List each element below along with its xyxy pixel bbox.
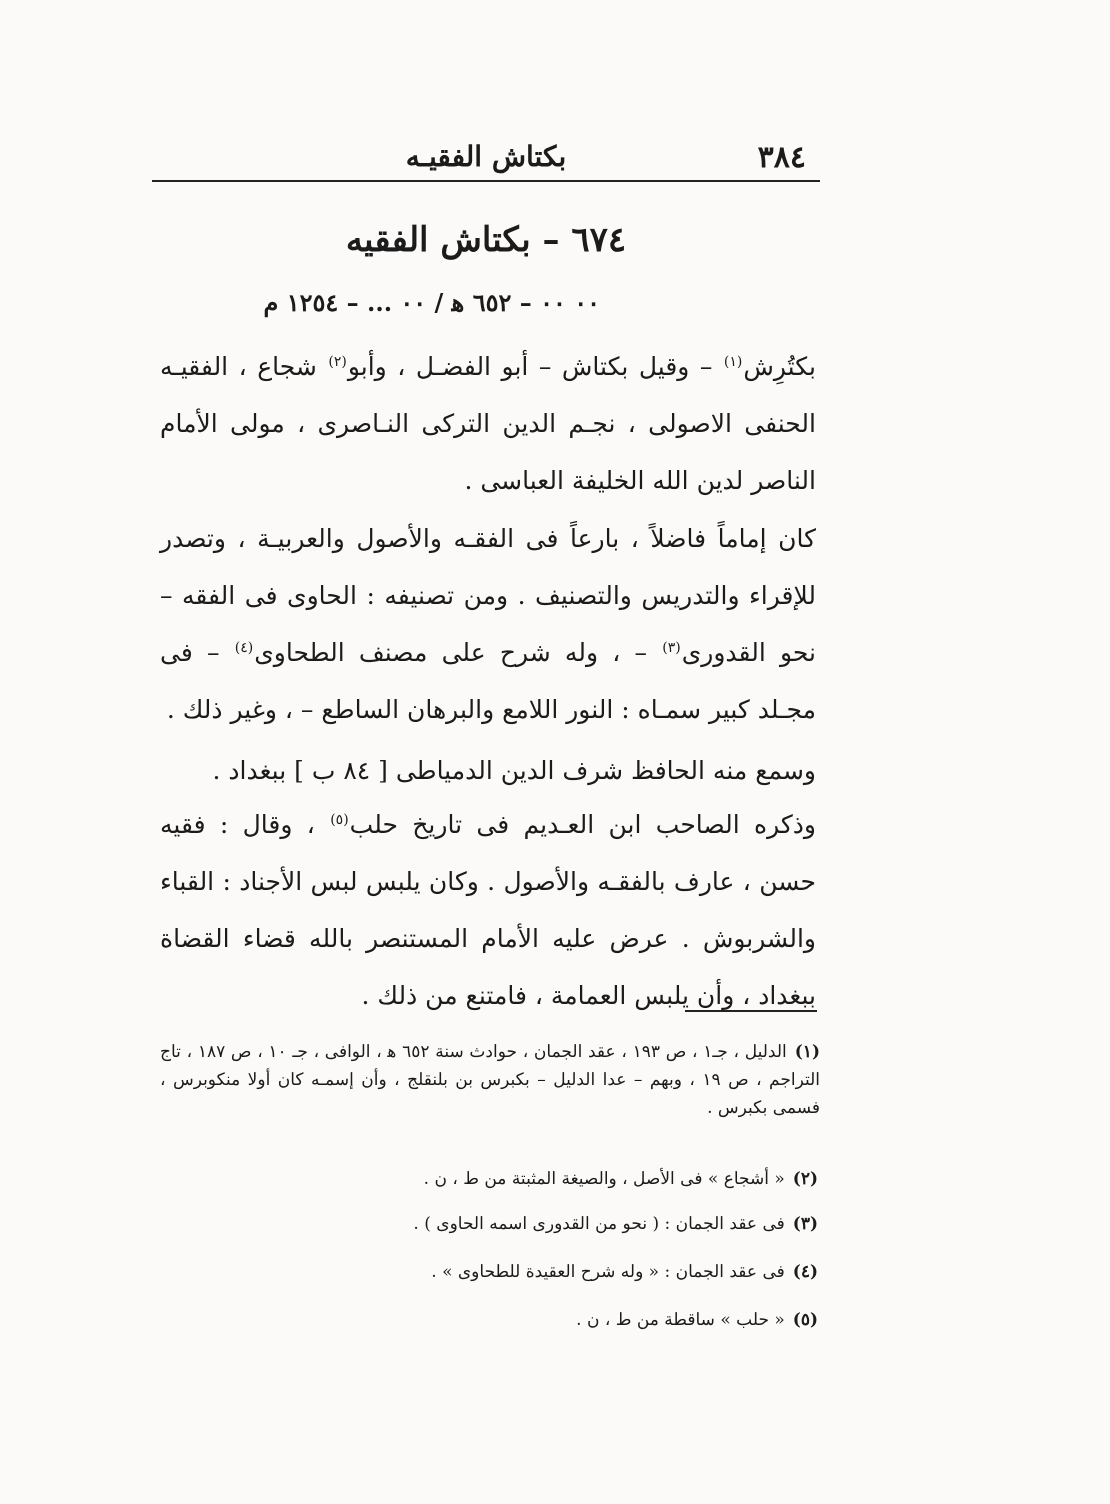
entry-name: بكتُرِش	[743, 352, 816, 381]
footnote-number: (٤)	[792, 1262, 818, 1282]
paragraph-4: وذكره الصاحب ابن العـديم فى تاريخ حلب$^{(٥)}$ ، وقال : فقيه حسن ، عارف بالفقـه والأصول . وكان يلبس لبس الأجناد : القباء والشربوش . عرض عليه الأمام المستنصر بالله قضاء القضاة ببغداد ، وأن يلبس العمامة ، فامتنع من ذلك .	[160, 810, 816, 1010]
footnote-5: (٥)« حلب » ساقطة من ط ، ن .	[576, 1310, 818, 1330]
footnote-ref-3[interactable]: (٣)	[662, 639, 681, 656]
footnote-rule	[685, 1010, 817, 1012]
footnote-number: (٥)	[792, 1310, 818, 1330]
footnote-ref-1[interactable]: (١)	[723, 353, 743, 370]
footnote-ref-5[interactable]: (٥)	[330, 811, 349, 828]
footnote-2: (٢)« أشجاع » فى الأصل ، والصيغة المثبتة من ط ، ن .	[423, 1169, 818, 1189]
footnote-number: (٢)	[792, 1169, 818, 1189]
footnote-ref-4[interactable]: (٤)	[234, 639, 254, 656]
paragraph-2: كان إماماً فاضلاً ، بارعاً فى الفقـه والأصول والعربيـة ، وتصدر للإقراء والتدريس والتصنيف . ومن تصنيفه : الحاوى فى الفقه – نحو القدورى$^{(٣)}$ – ، وله شرح على مصنف الطحاوى$^{(٤)}$ – فى مجـلد كبير سمـاه : النور اللامع والبرهان الساطع – ، وغير ذلك .	[160, 524, 816, 724]
footnote-number: (١)	[794, 1042, 820, 1062]
footnote-4: (٤)فى عقد الجمان : « وله شرح العقيدة للطحاوى » .	[431, 1262, 818, 1282]
header-rule	[152, 180, 820, 182]
paragraph-3: وسمع منه الحافظ شرف الدين الدمياطى [ ٨٤ ب ] ببغداد .	[212, 756, 816, 785]
entry-dates: ٠٠ ٠٠ – ٦٥٢ ﻫ / ٠٠ ... – ١٢٥٤ م	[263, 288, 600, 317]
page-number: ٣٨٤	[757, 140, 806, 175]
page-header	[152, 128, 820, 180]
running-title: بكتاش الفقيـه	[405, 140, 567, 173]
footnote-number: (٣)	[792, 1214, 818, 1234]
entry-title: ٦٧٤ – بكتاش الفقيه	[345, 220, 627, 260]
footnote-ref-2[interactable]: (٢)	[328, 353, 347, 370]
footnote-3: (٣)فى عقد الجمان : ( نحو من القدورى اسمه الحاوى ) .	[413, 1214, 818, 1234]
paragraph-1: بكتُرِش$^{(١)}$ – وقيل بكتاش – أبو الفضـل ، وأبو$^{(٢)}$ شجاع ، الفقيـه الحنفى الاصولى ، نجـم الدين التركى النـاصرى ، مولى الأمام الناصر لدين الله الخليفة العباسى .	[160, 352, 816, 495]
footnote-1: (١)الدليل ، جـ١ ، ص ١٩٣ ، عقد الجمان ، حوادث سنة ٦٥٢ ﻫ ، الوافى ، جـ ١٠ ، ص ١٨٧ ، تاج التراجم ، ص ١٩ ، وبهم – عدا الدليل – بكبرس بن بلنقلج ، وأن إسمـه كان أولا منكوبرس ، فسمى بكبرس .	[160, 1042, 820, 1118]
